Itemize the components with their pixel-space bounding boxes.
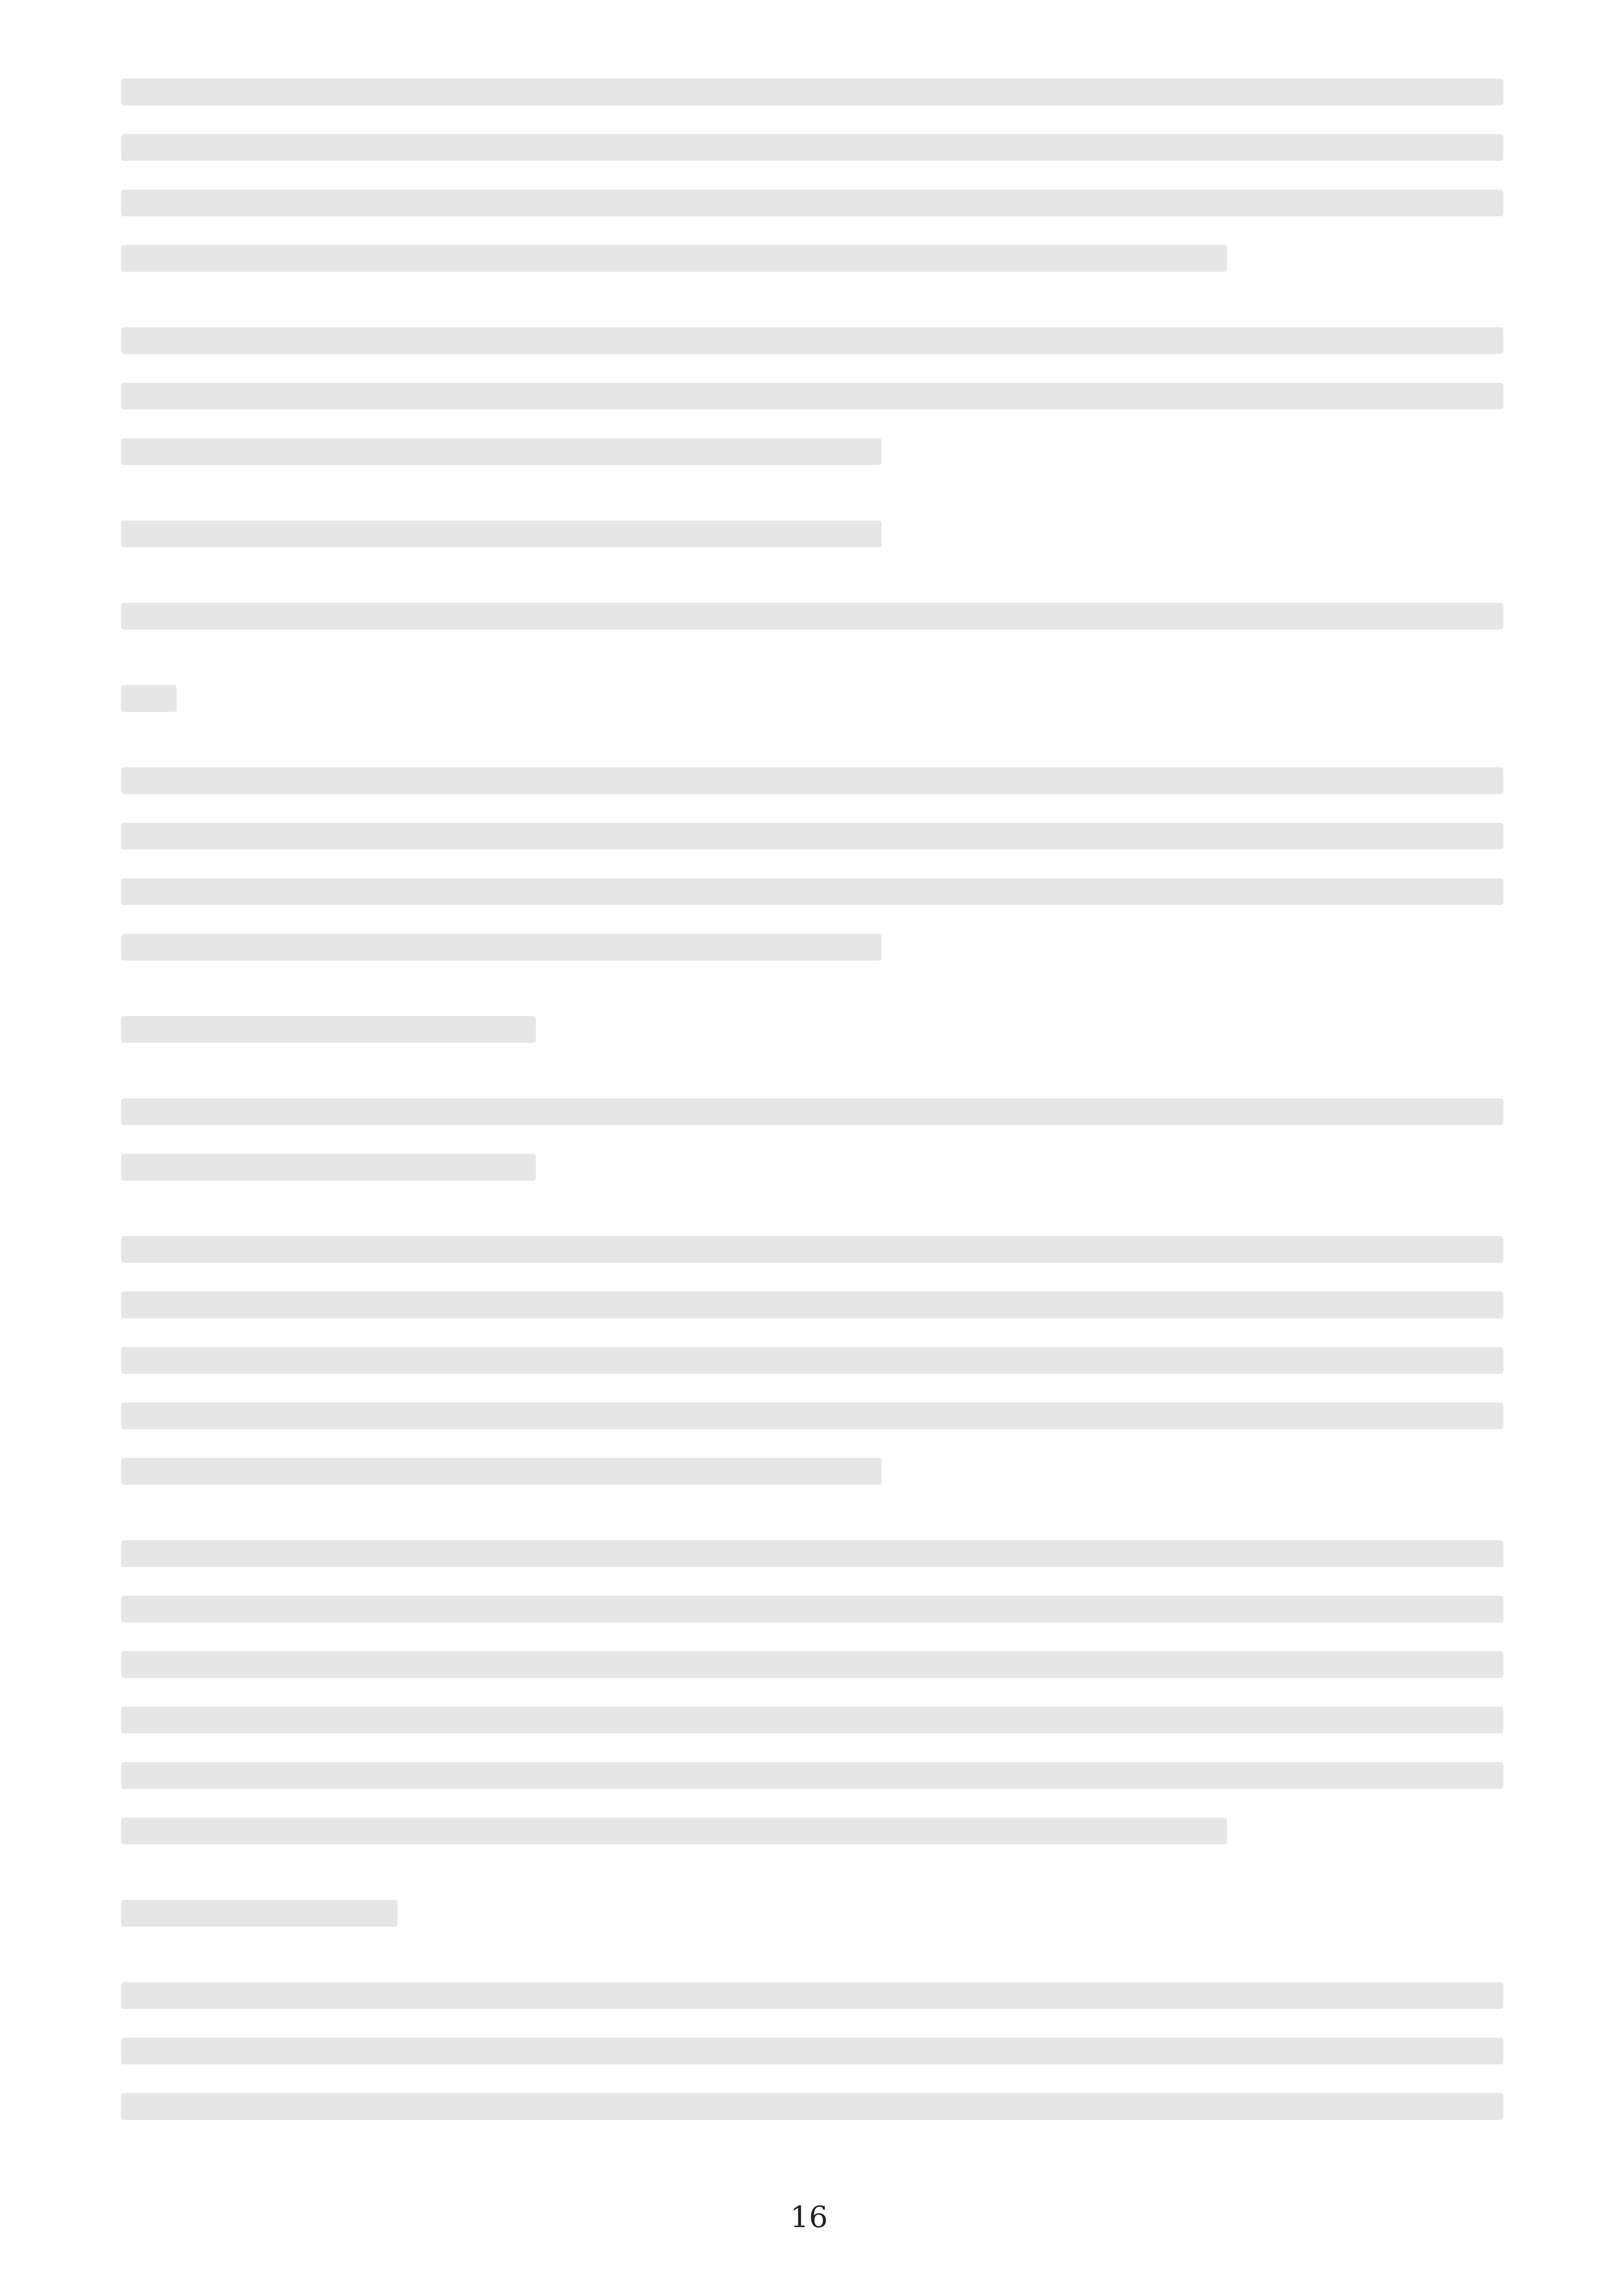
paragraph-placeholder: [121, 1540, 1503, 1844]
paragraph-placeholder: [121, 767, 1503, 961]
paragraph-placeholder: [121, 327, 1503, 465]
page-number: 16: [790, 2200, 828, 2235]
paragraph-placeholder: [121, 1236, 1503, 1485]
section-break-placeholder: [121, 685, 1503, 712]
paragraph-placeholder: [121, 1900, 1503, 1927]
paragraph-placeholder: [121, 1098, 1503, 1181]
text-column: [121, 79, 1503, 2175]
paragraph-placeholder: [121, 1982, 1503, 2120]
paragraph-placeholder: [121, 520, 1503, 547]
paragraph-placeholder: [121, 79, 1503, 272]
paragraph-placeholder: [121, 1016, 1503, 1043]
paragraph-placeholder: [121, 603, 1503, 630]
